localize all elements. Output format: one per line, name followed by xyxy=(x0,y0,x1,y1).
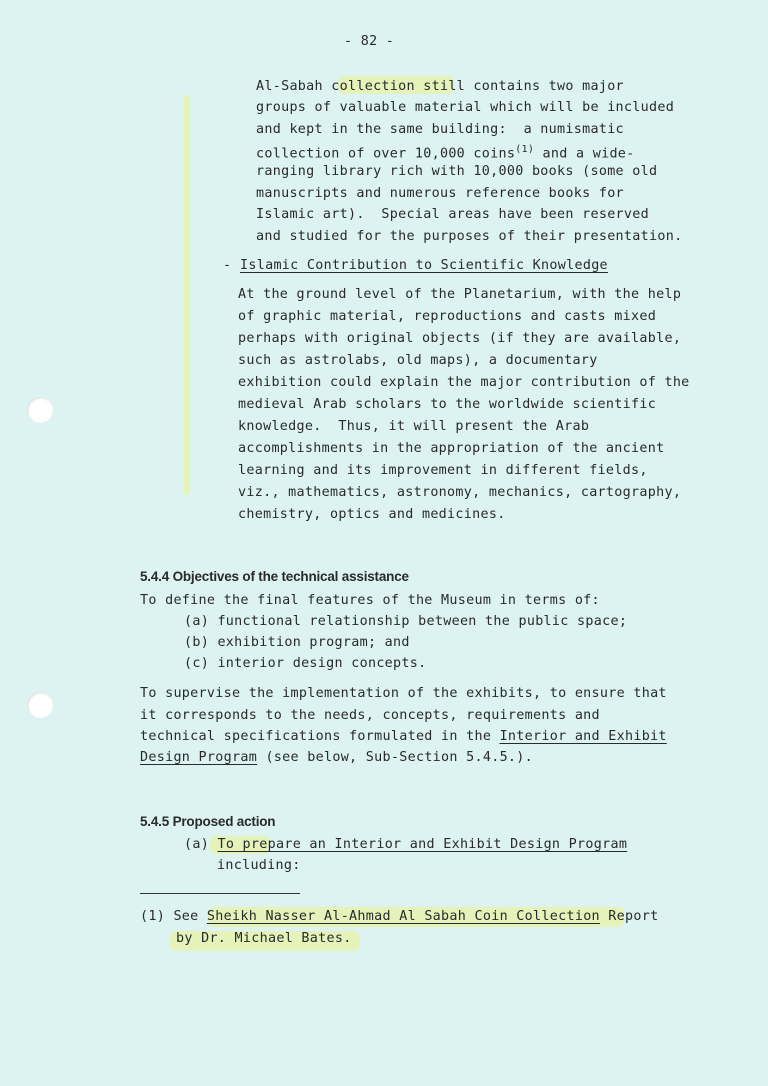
page-number: - 82 - xyxy=(344,34,395,49)
text-line: medieval Arab scholars to the worldwide scientific xyxy=(238,397,657,412)
footnote-title: Sheikh Nasser Al-Ahmad Al Sabah Coin Collection xyxy=(206,909,600,924)
bullet-dash: - xyxy=(223,258,232,273)
text-fragment: (see below, Sub-Section 5.4.5.). xyxy=(257,750,534,765)
text-line: perhaps with original objects (if they are available, xyxy=(238,331,682,346)
text-line: Al-Sabah collection still contains two major xyxy=(256,79,624,94)
text-line: and studied for the purposes of their presentation. xyxy=(256,229,683,244)
footnote-divider xyxy=(140,893,300,894)
footnote xyxy=(140,909,658,924)
text-line: of graphic material, reproductions and casts mixed xyxy=(238,309,657,324)
text-line: knowledge. Thus, it will present the Arab xyxy=(238,419,590,434)
margin-line xyxy=(184,95,190,495)
list-item: (b) exhibition program; and xyxy=(184,635,410,650)
text-line: manuscripts and numerous reference books for xyxy=(256,186,624,201)
text-line: accomplishments in the appropriation of the ancient xyxy=(238,441,665,456)
footnote-ref: (1) xyxy=(515,144,535,155)
text-line: ranging library rich with 10,000 books (some old xyxy=(256,164,658,179)
text-line: chemistry, optics and medicines. xyxy=(238,507,506,522)
text-line xyxy=(140,750,533,765)
text-line: To supervise the implementation of the exhibits, to ensure that xyxy=(140,686,667,701)
list-item xyxy=(184,837,627,852)
text-line: including: xyxy=(217,858,301,873)
text-fragment: technical specifications formulated in the xyxy=(140,729,500,744)
text-fragment: Report xyxy=(599,909,659,924)
text-line: groups of valuable material which will be included xyxy=(256,100,675,115)
item-title: To prepare an Interior and Exhibit Design Program xyxy=(217,837,628,852)
text-line: and kept in the same building: a numismatic xyxy=(256,122,624,137)
text-line: such as astrolabs, old maps), a documentary xyxy=(238,353,598,368)
text-line: To define the final features of the Museum in terms of: xyxy=(140,593,600,608)
text-line: At the ground level of the Planetarium, with the help xyxy=(238,287,682,302)
text-fragment: and a wide- xyxy=(534,146,635,162)
punch-hole xyxy=(27,692,53,718)
punch-hole xyxy=(27,397,53,423)
section-heading-5-4-5: 5.4.5 Proposed action xyxy=(140,814,276,829)
text-fragment: collection of over 10,000 coins xyxy=(256,146,516,162)
list-label: (a) xyxy=(184,837,218,852)
text-line: Islamic art). Special areas have been reserved xyxy=(256,207,650,222)
bullet-title: Islamic Contribution to Scientific Knowledge xyxy=(240,258,608,273)
list-item: (a) functional relationship between the public space; xyxy=(184,614,628,629)
footnote-label: (1) See xyxy=(140,909,207,924)
list-item: (c) interior design concepts. xyxy=(184,656,427,671)
text-line: it corresponds to the needs, concepts, requirements and xyxy=(140,708,600,723)
text-line xyxy=(256,144,635,161)
text-line: learning and its improvement in different fields, xyxy=(238,463,648,478)
text-line xyxy=(140,729,667,744)
footnote-line: by Dr. Michael Bates. xyxy=(176,931,352,946)
reference-link: Interior and Exhibit xyxy=(499,729,667,744)
section-heading-5-4-4: 5.4.4 Objectives of the technical assistance xyxy=(140,569,409,584)
reference-link: Design Program xyxy=(140,750,258,765)
text-line: viz., mathematics, astronomy, mechanics, cartography, xyxy=(238,485,682,500)
text-line: exhibition could explain the major contribution of the xyxy=(238,375,690,390)
